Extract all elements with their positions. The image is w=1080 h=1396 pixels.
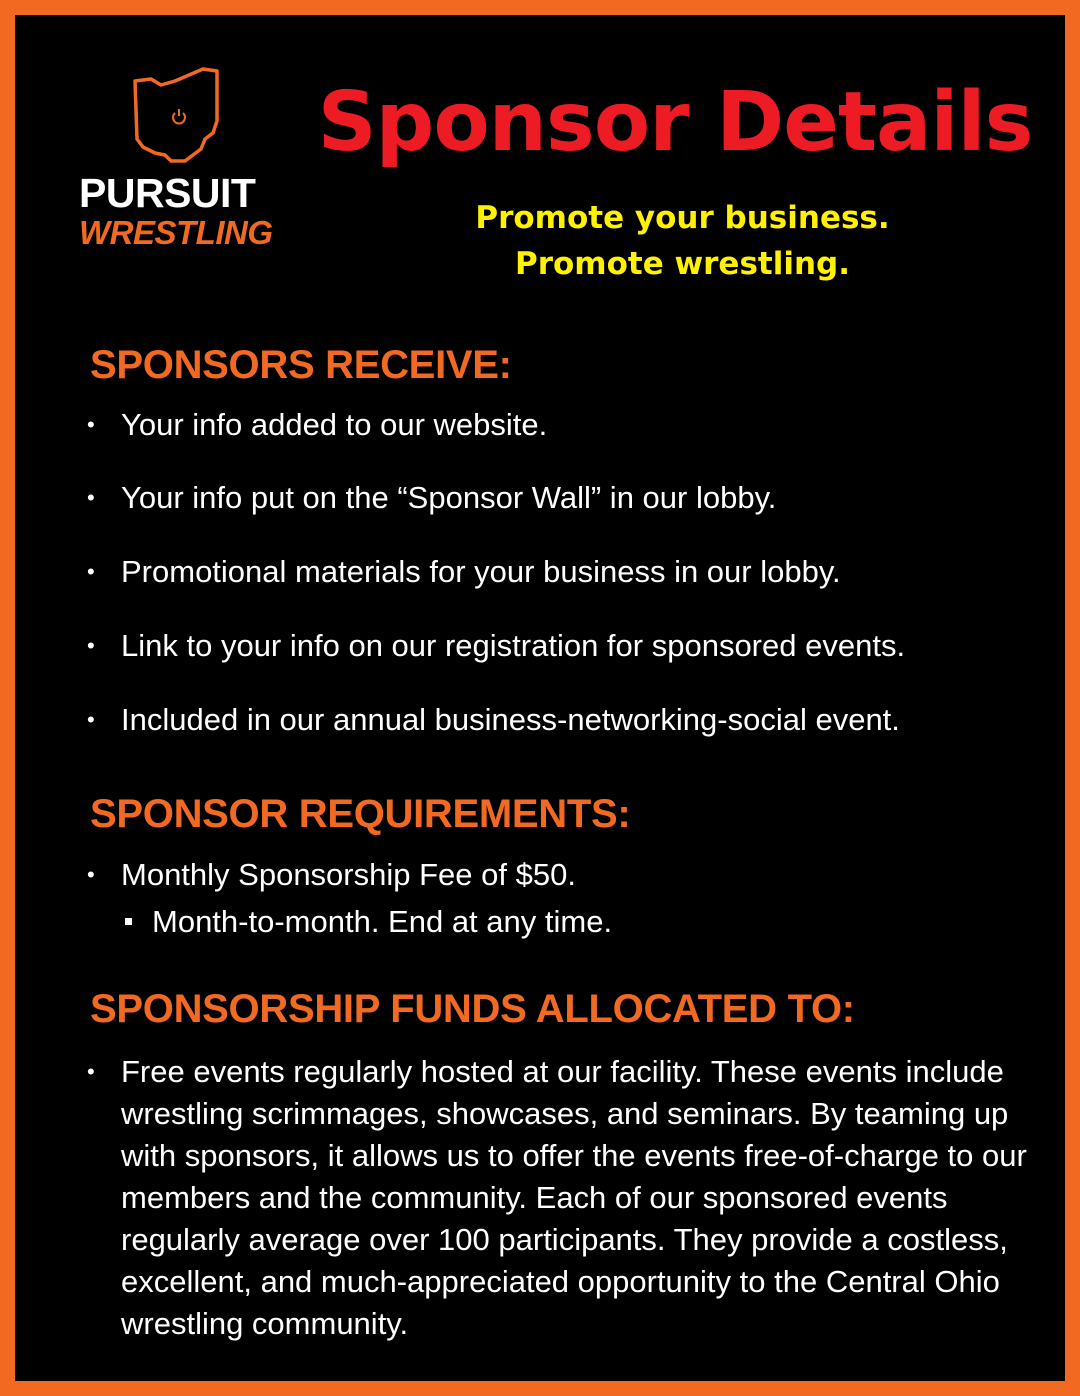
tagline-line-2: Promote wrestling. xyxy=(514,246,851,282)
heading-funds-allocated: SPONSORSHIP FUNDS ALLOCATED TO: xyxy=(90,987,855,1031)
heading-sponsor-requirements: SPONSOR REQUIREMENTS: xyxy=(90,792,631,836)
list-item-text: Your info added to our website. xyxy=(121,407,548,442)
tagline-line-1: Promote your business. xyxy=(475,200,890,236)
ohio-state-power-icon xyxy=(131,67,223,163)
list-item-text: Link to your info on our registration for sponsored events. xyxy=(121,628,906,663)
sub-list-item xyxy=(15,901,612,943)
page-title: Sponsor Details xyxy=(317,75,1033,170)
list-item xyxy=(15,625,905,667)
list-item xyxy=(15,404,547,446)
tagline xyxy=(375,195,990,287)
bullet-icon: • xyxy=(87,1059,95,1084)
list-item xyxy=(15,699,900,741)
bullet-icon: • xyxy=(87,485,95,510)
list-item-text: Included in our annual business-networking-social event. xyxy=(121,702,900,737)
logo-wordmark-bottom: WRESTLING xyxy=(79,214,273,251)
bullet-icon: • xyxy=(87,559,95,584)
heading-sponsors-receive: SPONSORS RECEIVE: xyxy=(90,343,512,387)
list-item-text: Your info put on the “Sponsor Wall” in our lobby. xyxy=(121,480,777,515)
list-item-text: Monthly Sponsorship Fee of $50. xyxy=(121,857,576,892)
square-bullet-icon xyxy=(125,918,132,925)
bullet-icon: • xyxy=(87,633,95,658)
bullet-icon: • xyxy=(87,707,95,732)
sub-list-item-text: Month-to-month. End at any time. xyxy=(152,904,613,939)
funds-paragraph: Free events regularly hosted at our facility. These events include wrestling scrimmages, showcases, and seminars. By teaming up with sponsors, it allows us to offer the events free-of-charge to our members and the community. Each of our sponsored events regularly average over 100 participants. They provide a costless, excellent, and much-appreciated opportunity to the Central Ohio wrestling community. xyxy=(121,1054,1027,1341)
list-item xyxy=(15,854,576,896)
list-item xyxy=(15,551,841,593)
list-item-text: Promotional materials for your business in our lobby. xyxy=(121,554,841,589)
bullet-icon: • xyxy=(87,412,95,437)
list-item xyxy=(15,477,776,519)
logo-wordmark-top: PURSUIT xyxy=(79,170,256,216)
pursuit-wrestling-logo xyxy=(75,65,285,255)
bullet-icon: • xyxy=(87,862,95,887)
